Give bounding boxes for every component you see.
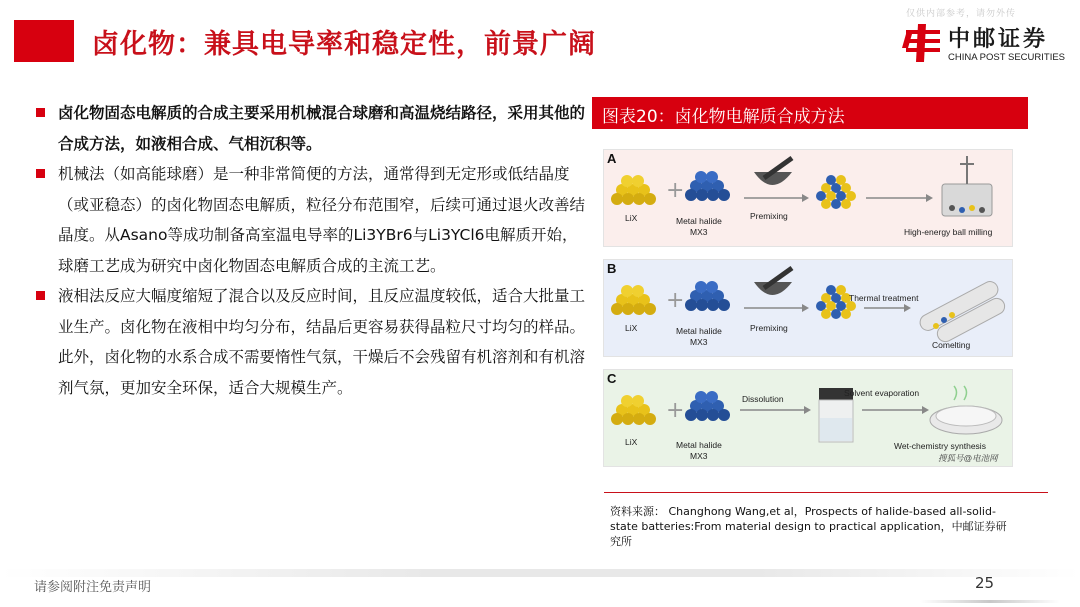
mortar-icon xyxy=(754,158,792,185)
result-label: Comelting xyxy=(932,340,971,350)
china-post-logo-icon xyxy=(902,22,944,64)
bullet-item-mechanical-method xyxy=(30,159,590,281)
logo-chinese-name: 中邮证券 xyxy=(948,27,1049,52)
petri-dish-icon xyxy=(930,386,1002,434)
metal-halide-label: Metal halide xyxy=(676,216,722,226)
svg-text:+: + xyxy=(666,288,685,313)
bullet-text: 卤化物固态电解质的合成主要采用机械混合球磨和高温烧结路径，采用其他的合成方法，如液相合成、气相沉积等。 xyxy=(58,104,586,153)
dissolution-label: Dissolution xyxy=(742,394,784,404)
panel-c-wet-chemistry xyxy=(603,369,1013,467)
mx3-label: MX3 xyxy=(690,451,708,461)
page-number: 25 xyxy=(975,574,995,592)
result-label: Wet-chemistry synthesis xyxy=(894,441,986,451)
bullet-text: 液相法反应大幅度缩短了混合以及反应时间，且反应温度较低，适合大批量工业生产。卤化物在液相中均匀分布，结晶后更容易获得晶粒尺寸均匀的样品。此外，卤化物的水系合成不需要惰性气氛，干燥后不会残留有机溶剂和有机溶剂气氛，更加安全环保，适合大规模生产。 xyxy=(58,287,586,397)
bullet-square-icon xyxy=(36,169,45,178)
svg-text:+: + xyxy=(666,398,685,423)
panel-label: C xyxy=(607,371,617,386)
panel-a-ball-milling xyxy=(603,149,1013,247)
sealed-tube-icon xyxy=(917,279,1007,345)
mx3-label: MX3 xyxy=(690,227,708,237)
svg-text:+: + xyxy=(666,178,685,203)
bullet-list xyxy=(30,98,590,403)
bullet-square-icon xyxy=(36,291,45,300)
watermark: 仅供内部参考，请勿外传 xyxy=(906,9,1017,19)
bullet-square-icon xyxy=(36,108,45,117)
logo-english-name: CHINA POST SECURITIES xyxy=(948,52,1066,63)
lix-particles-icon xyxy=(611,175,656,205)
metal-halide-particles-icon xyxy=(685,171,730,201)
mixed-particles-icon xyxy=(816,175,856,209)
solvent-evaporation-label: Solvent evaporation xyxy=(844,388,920,398)
panel-b-comelting xyxy=(603,259,1013,357)
company-logo xyxy=(902,20,1072,66)
source-divider xyxy=(604,492,1048,493)
bullet-item-synthesis-routes xyxy=(30,98,590,159)
ball-mill-jar-icon xyxy=(942,156,992,216)
lix-label: LiX xyxy=(625,437,638,447)
header-red-block xyxy=(14,20,74,62)
lix-particles-icon xyxy=(611,395,656,425)
footer-accent xyxy=(920,600,1060,603)
thermal-treatment-label: Thermal treatment xyxy=(849,293,919,303)
metal-halide-particles-icon xyxy=(685,391,730,421)
image-stamp: 搜狐号@电池网 xyxy=(938,453,998,463)
bullet-text: 机械法（如高能球磨）是一种非常简便的方法，通常得到无定形或低结晶度（或亚稳态）的卤化物固态电解质，粒径分布范围窄，后续可通过退火改善结晶度。从Asano等成功制备高室温电导率的Li3YBr6与Li3YCl6电解质开始，球磨工艺成为研究中卤化物固态电解质合成的主流工艺。 xyxy=(58,165,586,275)
bullet-item-liquid-method xyxy=(30,281,590,403)
lix-label: LiX xyxy=(625,323,638,333)
footer-divider xyxy=(0,569,1080,577)
figure-title: 图表20：卤化物电解质合成方法 xyxy=(602,107,845,127)
lix-label: LiX xyxy=(625,213,638,223)
metal-halide-label: Metal halide xyxy=(676,326,722,336)
page-title: 卤化物：兼具电导率和稳定性，前景广阔 xyxy=(92,29,596,60)
result-label: High-energy ball milling xyxy=(904,227,993,237)
mortar-icon xyxy=(754,268,792,295)
lix-particles-icon xyxy=(611,285,656,315)
figure-title-bar xyxy=(592,97,1028,129)
metal-halide-particles-icon xyxy=(685,281,730,311)
premixing-label: Premixing xyxy=(750,211,788,221)
panel-label: B xyxy=(607,261,617,276)
footer-disclaimer: 请参阅附注免责声明 xyxy=(34,580,152,595)
premixing-label: Premixing xyxy=(750,323,788,333)
figure-source: 资料来源： Changhong Wang,et al，Prospects of halide-based all-solid-state batteries:From material design to practical application，中邮证券研究所 xyxy=(610,505,1007,548)
panel-label: A xyxy=(607,151,617,166)
metal-halide-label: Metal halide xyxy=(676,440,722,450)
mx3-label: MX3 xyxy=(690,337,708,347)
